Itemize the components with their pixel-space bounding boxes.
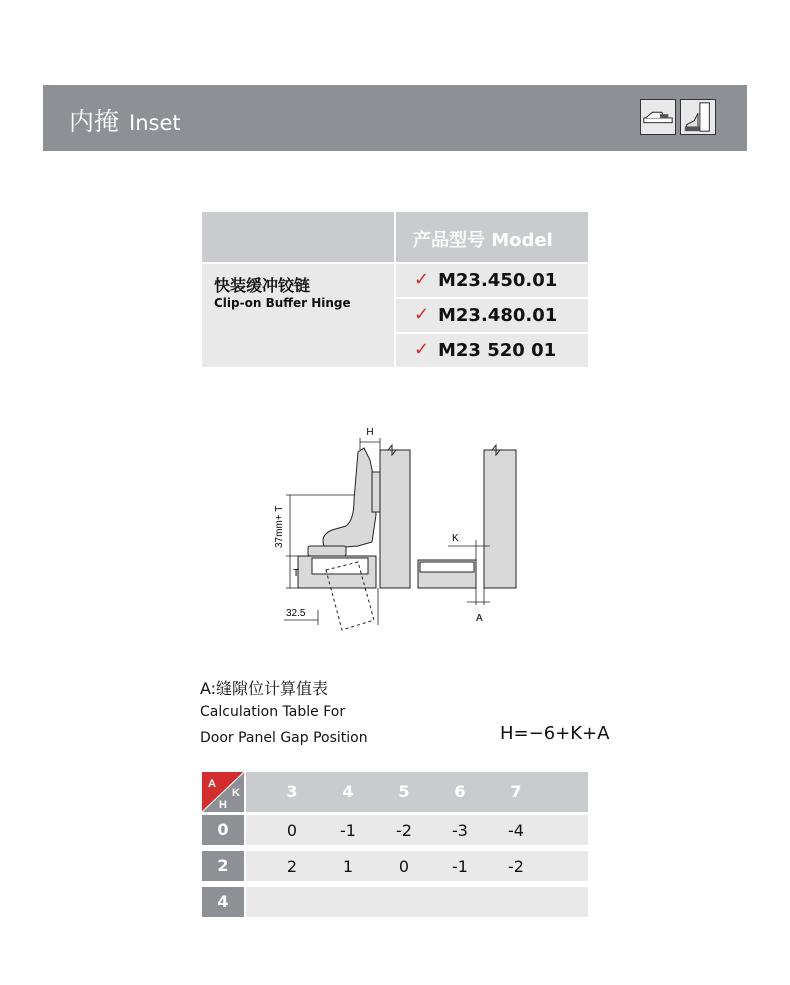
section-title-cn: 内掩 [69,107,120,136]
gap-value-cell: 1 [342,857,354,876]
k-header-cell: 5 [398,782,410,801]
k-header-cell: 4 [342,782,354,801]
gap-table-k-header [246,772,588,812]
gap-value-cell: -1 [452,857,468,876]
model-header-label: 产品型号 Model [413,230,553,251]
k-header-cell: 3 [286,782,298,801]
product-name-cell [202,264,394,367]
dim-k-label: K [452,533,459,544]
gap-value-cell: -2 [508,857,524,876]
dim-37-label: 37mm+ T [274,505,285,548]
model-code: M23.450.01 [438,270,558,291]
corner-a-label: A [208,778,216,790]
model-row [396,334,588,367]
gap-value-cell: 0 [286,821,298,840]
dim-h-label: H [366,427,374,438]
gap-value-cell: -2 [396,821,412,840]
model-code: M23 520 01 [438,340,557,361]
dim-325-label: 32.5 [286,608,306,619]
check-icon: ✓ [414,269,430,290]
cabinet-side-detail [484,450,516,588]
gap-table-corner [202,772,244,812]
model-code: M23.480.01 [438,305,558,326]
hinge-base-plate [308,546,346,556]
calc-title-en-line2: Door Panel Gap Position [200,730,368,746]
table-row [246,887,588,917]
gap-value-cell: -3 [452,821,468,840]
gap-value-cell: -1 [340,821,356,840]
section-title [69,102,181,138]
hinge-arm [323,448,376,548]
model-row [396,299,588,332]
h-header-cell: 2 [202,851,244,881]
product-name-en: Clip-on Buffer Hinge [214,296,351,310]
hinge-inset-icon [680,99,716,135]
gap-value-cell: 0 [398,857,410,876]
cabinet-side-panel [380,450,410,588]
section-header [43,85,747,151]
gap-table [202,772,588,918]
gap-value-cell: 2 [286,857,298,876]
table-row [246,815,588,845]
corner-h-label: H [219,799,227,811]
hinge-side-icon [640,99,676,135]
gap-value-cell: -4 [508,821,524,840]
table-row [246,851,588,881]
gap-formula: H=−6+K+A [500,723,610,744]
check-icon: ✓ [414,304,430,325]
h-header-cell: 0 [202,815,244,845]
product-name-cn: 快装缓冲铰链 [214,276,311,295]
section-title-en: Inset [129,111,181,135]
corner-k-label: K [232,787,240,799]
check-icon: ✓ [414,339,430,360]
model-row [396,264,588,297]
calc-title-en-line1: Calculation Table For [200,704,346,720]
k-header-cell: 7 [510,782,522,801]
dim-a-label: A [476,613,483,624]
hinge-technical-drawing [262,420,532,650]
h-header-cell: 4 [202,887,244,917]
k-header-cell: 6 [454,782,466,801]
model-table-header-blank [202,212,394,262]
model-table [202,212,588,367]
calc-title-cn: A:缝隙位计算值表 [200,679,329,698]
dim-t-label: T [293,568,300,579]
model-table-header [396,212,588,262]
